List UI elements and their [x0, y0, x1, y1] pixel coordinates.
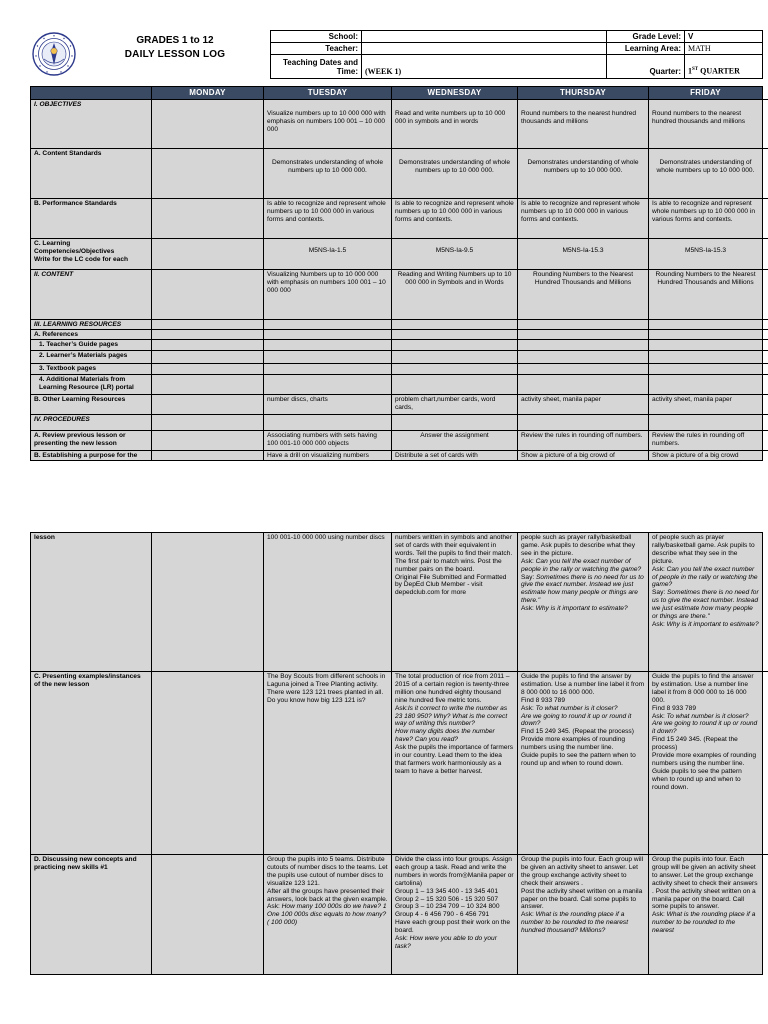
quarter-value: [685, 55, 763, 79]
row-establishing-purpose-continued: [31, 533, 768, 672]
row-label: C. Presenting examples/instances of the new lesson: [31, 672, 152, 855]
learning-area-label: Learning Area:: [607, 43, 685, 55]
header-info-table: [270, 30, 763, 79]
cell-thursday: [518, 414, 649, 430]
quarter-suffix: ST: [692, 67, 699, 73]
cell-friday: Group the pupils into four. Each group will be given an activity sheet to answer. Let the group exchange activity sheet to check their answers . Post the activity sheet written on a manila paper on the board. Call some pupils to answer. Ask: What is the rounding place if a number to be rounded to the nearest: [649, 855, 763, 975]
row-label: 4. Additional Materials from Learning Resource (LR) portal: [31, 374, 152, 394]
cell-monday: [152, 339, 264, 350]
cell-wednesday: numbers written in symbols and another set of cards with their equivalent in words. Tell the pupils to find their match. The first pair to match wins. Post the number pairs on the board. Original File Submitted and Formatted by DepEd Club Member - visit depedclub.com for more: [392, 533, 518, 672]
row-label: A. Content Standards: [31, 149, 152, 199]
row-label: 3. Textbook pages: [31, 363, 152, 374]
cell-tuesday: number discs, charts: [264, 394, 392, 414]
cell-wednesday: [392, 320, 518, 330]
cell-tuesday: [264, 339, 392, 350]
grade-level-value: V: [685, 31, 763, 43]
cell-tuesday: [264, 320, 392, 330]
cell-monday: [152, 100, 264, 149]
cell-monday: [152, 672, 264, 855]
row-review-previous-lesson: [31, 430, 768, 450]
cell-friday: [649, 363, 763, 374]
row-learners-materials: [31, 350, 768, 363]
cell-friday: [649, 414, 763, 430]
lesson-log-table-page2: [30, 532, 768, 975]
quarter-text: QUARTER: [698, 67, 740, 76]
row-establishing-purpose: [31, 450, 768, 460]
cell-wednesday: Distribute a set of cards with: [392, 450, 518, 460]
row-label: C. Learning Competencies/Objectives Write for the LC code for each: [31, 239, 152, 270]
cell-friday: [649, 320, 763, 330]
cell-wednesday: Is able to recognize and represent whole numbers up to 10 000 000 in various forms and contexts.: [392, 199, 518, 239]
cell-monday: [152, 329, 264, 339]
row-objectives: [31, 100, 768, 149]
cell-wednesday: [392, 414, 518, 430]
cell-monday: [152, 533, 264, 672]
cell-wednesday: [392, 374, 518, 394]
cell-friday: Guide the pupils to find the answer by estimation. Use a number line label it from 8 000 000 to 16 000 000. Find 8 933 789 Ask: To what number is it closer? Are we going to round it up or round it down? Find 15 249 345. (Repeat the process) Provide more examples of rounding numbers using the number line. Guide pupils to see the pattern when to round up and when to round down.: [649, 672, 763, 855]
row-procedures: [31, 414, 768, 430]
day-header-wednesday: WEDNESDAY: [392, 87, 518, 100]
cell-thursday: activity sheet, manila paper: [518, 394, 649, 414]
deped-seal-logo: [32, 32, 76, 76]
row-discussing-new-concepts: [31, 855, 768, 975]
cell-tuesday: M5NS-Ia-1.5: [264, 239, 392, 270]
cell-monday: [152, 430, 264, 450]
school-field: [362, 31, 607, 43]
row-label: I. OBJECTIVES: [31, 100, 152, 149]
cell-thursday: [518, 339, 649, 350]
row-teachers-guide: [31, 339, 768, 350]
cell-friday: [649, 374, 763, 394]
cell-wednesday: The total production of rice from 2011 – 2015 of a certain region is twenty-three million one hundred eighty thousand nine hundred five metric tons. Ask:Is it correct to write the number as 23 180 950? Why? What is the correct way of writing this number? How many digits does the number have? Can you read? Ask the pupils the importance of farmers in our country. Lead them to the idea that farmers work harmoniously as a team to have a better harvest.: [392, 672, 518, 855]
cell-tuesday: Have a drill on visualizing numbers: [264, 450, 392, 460]
cell-monday: [152, 270, 264, 320]
row-performance-standards: [31, 199, 768, 239]
cell-thursday: [518, 363, 649, 374]
cell-tuesday: 100 001-10 000 000 using number discs: [264, 533, 392, 672]
cell-wednesday: M5NS-Ia-9.5: [392, 239, 518, 270]
cell-tuesday: [264, 363, 392, 374]
cell-wednesday: [392, 339, 518, 350]
cell-wednesday: Reading and Writing Numbers up to 10 000 000 in Symbols and in Words: [392, 270, 518, 320]
cell-wednesday: [392, 329, 518, 339]
day-header-monday: MONDAY: [152, 87, 264, 100]
cell-thursday: Review the rules in rounding off numbers.: [518, 430, 649, 450]
row-references: [31, 329, 768, 339]
row-label: 1. Teacher’s Guide pages: [31, 339, 152, 350]
row-label: A. Review previous lesson or presenting the new lesson: [31, 430, 152, 450]
cell-thursday: Show a picture of a big crowd of: [518, 450, 649, 460]
learning-area-value: MATH: [685, 43, 763, 55]
lesson-log-header: [30, 30, 762, 78]
row-presenting-examples: [31, 672, 768, 855]
cell-friday: [649, 339, 763, 350]
row-additional-materials: [31, 374, 768, 394]
teaching-dates-label: [271, 55, 362, 79]
cell-monday: [152, 350, 264, 363]
grade-level-label: Grade Level:: [607, 31, 685, 43]
row-label: II. CONTENT: [31, 270, 152, 320]
cell-tuesday: Demonstrates understanding of whole numbers up to 10 000 000.: [264, 149, 392, 199]
row-textbook: [31, 363, 768, 374]
row-label: A. References: [31, 329, 152, 339]
cell-friday: of people such as prayer rally/basketball game. Ask pupils to describe what they see in the picture. Ask: Can you tell the exact number of people in the rally or watching the game? Say: Sometimes there is no need for us to give the exact number. Instead we just estimate how many people or things are there." Ask: Why is it important to estimate?: [649, 533, 763, 672]
cell-thursday: [518, 374, 649, 394]
row-label: III. LEARNING RESOURCES: [31, 320, 152, 330]
cell-thursday: Rounding Numbers to the Nearest Hundred Thousands and Millions: [518, 270, 649, 320]
cell-friday: Is able to recognize and represent whole numbers up to 10 000 000 in various forms and contexts.: [649, 199, 763, 239]
row-label: B. Other Learning Resources: [31, 394, 152, 414]
lesson-log-table-page1: [30, 86, 768, 461]
cell-wednesday: Divide the class into four groups. Assign each group a task. Read and write the numbers in words from◎Manila paper or cartolina) Group 1 – 13 345 400 - 13 345 401 Group 2 – 15 320 506 - 15 320 507 Group 3 – 10 234 709 – 10 324 800 Group 4 - 6 456 790 - 6 456 791 Have each group post their work on the board. Ask: How were you able to do your task?: [392, 855, 518, 975]
cell-monday: [152, 149, 264, 199]
cell-monday: [152, 450, 264, 460]
teaching-dates-label-line2: Time:: [336, 66, 358, 76]
row-other-resources: [31, 394, 768, 414]
cell-monday: [152, 855, 264, 975]
cell-friday: Review the rules in rounding off numbers.: [649, 430, 763, 450]
cell-friday: Round numbers to the nearest hundred thousands and millions: [649, 100, 763, 149]
row-label: B. Performance Standards: [31, 199, 152, 239]
cell-friday: [649, 329, 763, 339]
cell-thursday: Guide the pupils to find the answer by estimation. Use a number line label it from 8 000 000 to 16 000 000. Find 8 933 789 Ask: To what number is it closer? Are we going to round it up or round it down? Find 15 249 345. (Repeat the process) Provide more examples of rounding numbers using the number line. Guide pupils to see the pattern when to round up and when to round down.: [518, 672, 649, 855]
teaching-dates-value: (WEEK 1): [362, 55, 607, 79]
cell-monday: [152, 199, 264, 239]
cell-thursday: [518, 329, 649, 339]
corner-header-cell: [31, 87, 152, 100]
cell-friday: Demonstrates understanding of whole numbers up to 10 000 000.: [649, 149, 763, 199]
cell-friday: activity sheet, manila paper: [649, 394, 763, 414]
cell-wednesday: Demonstrates understanding of whole numbers up to 10 000 000.: [392, 149, 518, 199]
cell-tuesday: [264, 350, 392, 363]
cell-tuesday: [264, 414, 392, 430]
cell-thursday: Round numbers to the nearest hundred thousands and millions: [518, 100, 649, 149]
title-grades: GRADES 1 to 12: [136, 35, 214, 46]
row-content: [31, 270, 768, 320]
day-header-thursday: THURSDAY: [518, 87, 649, 100]
quarter-label: Quarter:: [607, 55, 685, 79]
cell-tuesday: [264, 329, 392, 339]
cell-tuesday: Is able to recognize and represent whole numbers up to 10 000 000 in various forms and contexts.: [264, 199, 392, 239]
day-header-tuesday: TUESDAY: [264, 87, 392, 100]
cell-thursday: [518, 320, 649, 330]
cell-thursday: Group the pupils into four. Each group will be given an activity sheet to answer. Let the group exchange activity sheet to check their answers . Post the activity sheet written on a manila paper on the board. Call some pupils to answer. Ask: What is the rounding place if a number to be rounded to the nearest hundred thousand? Millions?: [518, 855, 649, 975]
cell-friday: [649, 350, 763, 363]
cell-tuesday: Group the pupils into 5 teams. Distribute cutouts of number discs to the teams. Let the pupils use cutout of number discs to visualize 123 121. After all the groups have presented their answers, look back at the given example. Ask: How many 100 000s do we have? 1 One 100 000s disc equals to how many? ( 100 000): [264, 855, 392, 975]
teaching-dates-label-line1: Teaching Dates and: [283, 57, 358, 67]
cell-tuesday: Visualize numbers up to 10 000 000 with emphasis on numbers 100 001 – 10 000 000: [264, 100, 392, 149]
cell-thursday: [518, 350, 649, 363]
cell-friday: M5NS-Ia-15.3: [649, 239, 763, 270]
cell-monday: [152, 374, 264, 394]
row-learning-resources: [31, 320, 768, 330]
day-header-friday: FRIDAY: [649, 87, 763, 100]
cell-thursday: Demonstrates understanding of whole numbers up to 10 000 000.: [518, 149, 649, 199]
quarter-number: 1: [688, 67, 692, 76]
cell-wednesday: [392, 350, 518, 363]
row-label: B. Establishing a purpose for the: [31, 450, 152, 460]
cell-monday: [152, 394, 264, 414]
cell-wednesday: Answer the assignment: [392, 430, 518, 450]
cell-thursday: Is able to recognize and represent whole numbers up to 10 000 000 in various forms and contexts.: [518, 199, 649, 239]
cell-monday: [152, 239, 264, 270]
cell-wednesday: [392, 363, 518, 374]
cell-friday: Rounding Numbers to the Nearest Hundred Thousands and Millions: [649, 270, 763, 320]
school-label: School:: [271, 31, 362, 43]
cell-tuesday: Visualizing Numbers up to 10 000 000 with emphasis on numbers 100 001 – 10 000 000: [264, 270, 392, 320]
cell-tuesday: The Boy Scouts from different schools in Laguna joined a Tree Planting activity. There were 123 121 trees planted in all. Do you know how big 123 121 is?: [264, 672, 392, 855]
cell-thursday: people such as prayer rally/basketball game. Ask pupils to describe what they see in the picture. Ask: Can you tell the exact number of people in the rally or watching the game? Say: Sometimes there is no need for us to give the exact number. Instead we just estimate how many people or things are there." Ask: Why is it important to estimate?: [518, 533, 649, 672]
cell-tuesday: Associating numbers with sets having 100 001-10 000 000 objects: [264, 430, 392, 450]
teacher-field: [362, 43, 607, 55]
row-label: 2. Learner’s Materials pages: [31, 350, 152, 363]
cell-wednesday: problem chart,number cards, word cards,: [392, 394, 518, 414]
title-daily-lesson-log: DAILY LESSON LOG: [124, 49, 226, 60]
cell-monday: [152, 414, 264, 430]
log-title: [80, 30, 270, 78]
row-content-standards: [31, 149, 768, 199]
row-label: IV. PROCEDURES: [31, 414, 152, 430]
cell-wednesday: Read and write numbers up to 10 000 000 in symbols and in words: [392, 100, 518, 149]
cell-thursday: M5NS-Ia-15.3: [518, 239, 649, 270]
teacher-label: Teacher:: [271, 43, 362, 55]
cell-monday: [152, 320, 264, 330]
row-label: lesson: [31, 533, 152, 672]
cell-tuesday: [264, 374, 392, 394]
row-label: D. Discussing new concepts and practicing new skills #1: [31, 855, 152, 975]
row-learning-competencies: [31, 239, 768, 270]
cell-friday: Show a picture of a big crowd: [649, 450, 763, 460]
cell-monday: [152, 363, 264, 374]
